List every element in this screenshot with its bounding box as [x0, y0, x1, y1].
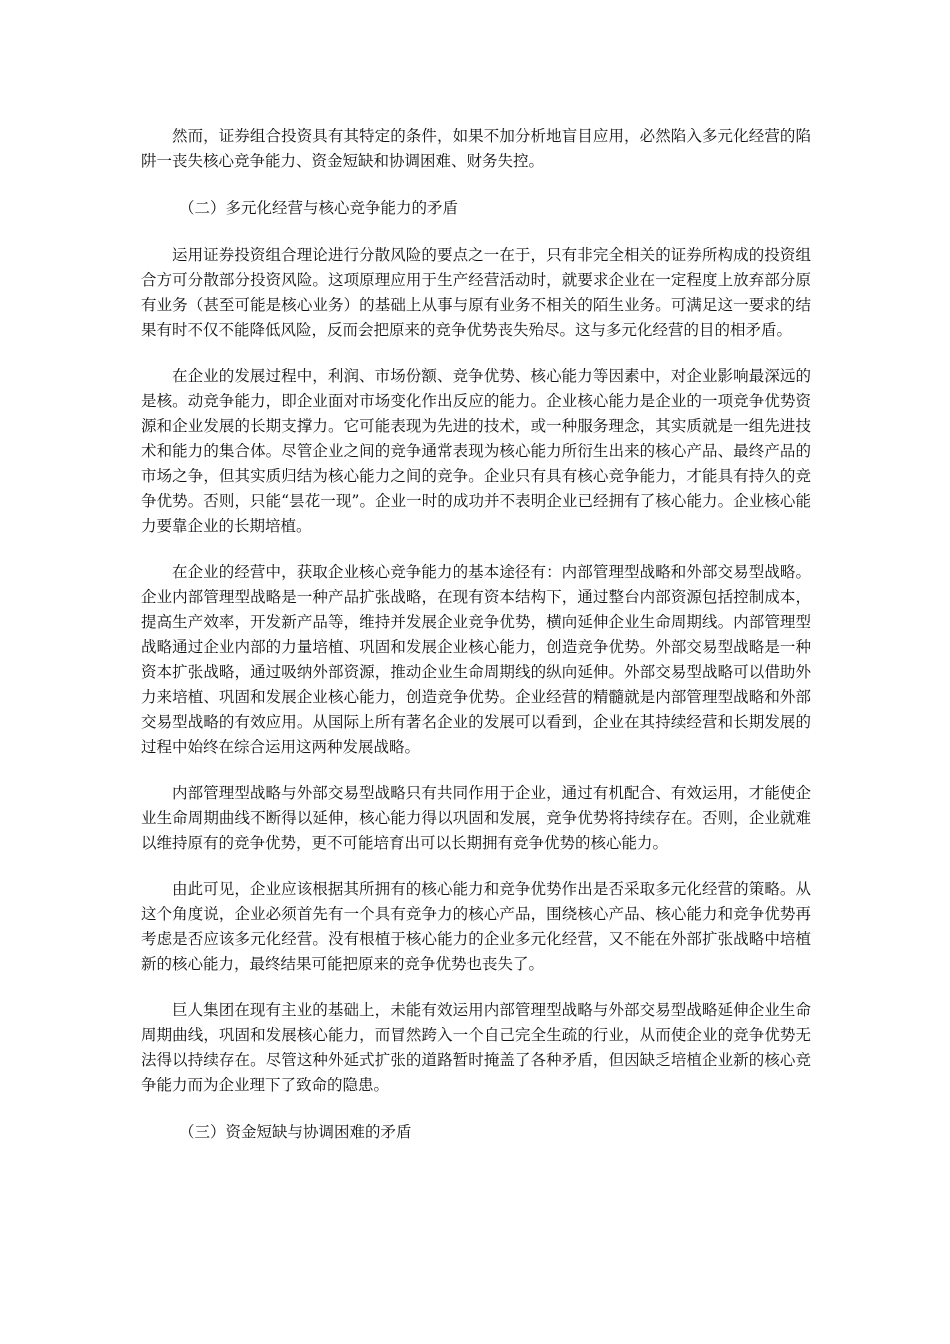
paragraph-strategies: 在企业的经营中，获取企业核心竞争能力的基本途径有：内部管理型战略和外部交易型战略。企业内部管理型战略是一种产品扩张战略，在现有资本结构下，通过整台内部资源包括控制成本，提高生产效率，开发新产品等，维持并发展企业竞争优势，横向延伸企业生命周期线。内部管理型战略通过企业内部的力量培植、巩固和发展企业核心能力，创造竞争优势。外部交易型战略是一种资本扩张战略，通过吸纳外部资源，推动企业生命周期线的纵向延伸。外部交易型战略可以借助外力来培植、巩固和发展企业核心能力，创造竞争优势。企业经营的精髓就是内部管理型战略和外部交易型战略的有效应用。从国际上所有著名企业的发展可以看到，企业在其持续经营和长期发展的过程中始终在综合运用这两种发展战略。	[141, 563, 811, 756]
paragraph-portfolio-theory: 运用证券投资组合理论进行分散风险的要点之一在于，只有非完全相关的证券所构成的投资组合方可分散部分投资风险。这项原理应用于生产经营活动时，就要求企业在一定程度上放弃部分原有业务（甚至可能是核心业务）的基础上从事与原有业务不相关的陌生业务。可满足这一要求的结果有时不仅不能降低风险，反而会把原来的竞争优势丧失殆尽。这与多元化经营的目的相矛盾。	[141, 246, 811, 339]
section-heading-2: （二）多元化经营与核心竞争能力的矛盾	[179, 199, 459, 217]
section-heading-3: （三）资金短缺与协调困难的矛盾	[179, 1123, 412, 1141]
paragraph-core-competence: 在企业的发展过程中，利润、市场份额、竞争优势、核心能力等因素中，对企业影响最深远的是核。动竞争能力，即企业面对市场变化作出反应的能力。企业核心能力是企业的一项竞争优势资源和企业发展的长期支撑力。它可能表现为先进的技术，或一种服务理念，其实质就是一组先进技术和能力的集合体。尽管企业之间的竞争通常表现为核心能力所衍生出来的核心产品、最终产品的市场之争，但其实质归结为核心能力之间的竞争。企业只有具有核心竞争能力，才能具有持久的竞争优势。否则，只能“昙花一现”。企业一时的成功并不表明企业已经拥有了核心能力。企业核心能力要靠企业的长期培植。	[141, 367, 811, 535]
document-body	[141, 124, 811, 1145]
paragraph-conclusion: 由此可见，企业应该根据其所拥有的核心能力和竞争优势作出是否采取多元化经营的策略。从这个角度说，企业必须首先有一个具有竞争力的核心产品，围绕核心产品、核心能力和竞争优势再考虑是否应该多元化经营。没有根植于核心能力的企业多元化经营，又不能在外部扩张战略中培植新的核心能力，最终结果可能把原来的竞争优势也丧失了。	[141, 880, 811, 973]
paragraph-combined-strategy: 内部管理型战略与外部交易型战略只有共同作用于企业，通过有机配合、有效运用，才能使企业生命周期曲线不断得以延伸，核心能力得以巩固和发展，竞争优势将持续存在。否则，企业就难以维持原有的竞争优势，更不可能培育出可以长期拥有竞争优势的核心能力。	[141, 784, 811, 852]
paragraph-intro: 然而，证券组合投资具有其特定的条件，如果不加分析地盲目应用，必然陷入多元化经营的陷阱一丧失核心竞争能力、资金短缺和协调困难、财务失控。	[141, 127, 811, 170]
paragraph-giant-group: 巨人集团在现有主业的基础上，未能有效运用内部管理型战略与外部交易型战略延伸企业生命周期曲线，巩固和发展核心能力，而冒然跨入一个自己完全生疏的行业，从而使企业的竞争优势无法得以持续存在。尽管这种外延式扩张的道路暂时掩盖了各种矛盾，但因缺乏培植企业新的核心竞争能力而为企业理下了致命的隐患。	[141, 1001, 811, 1094]
